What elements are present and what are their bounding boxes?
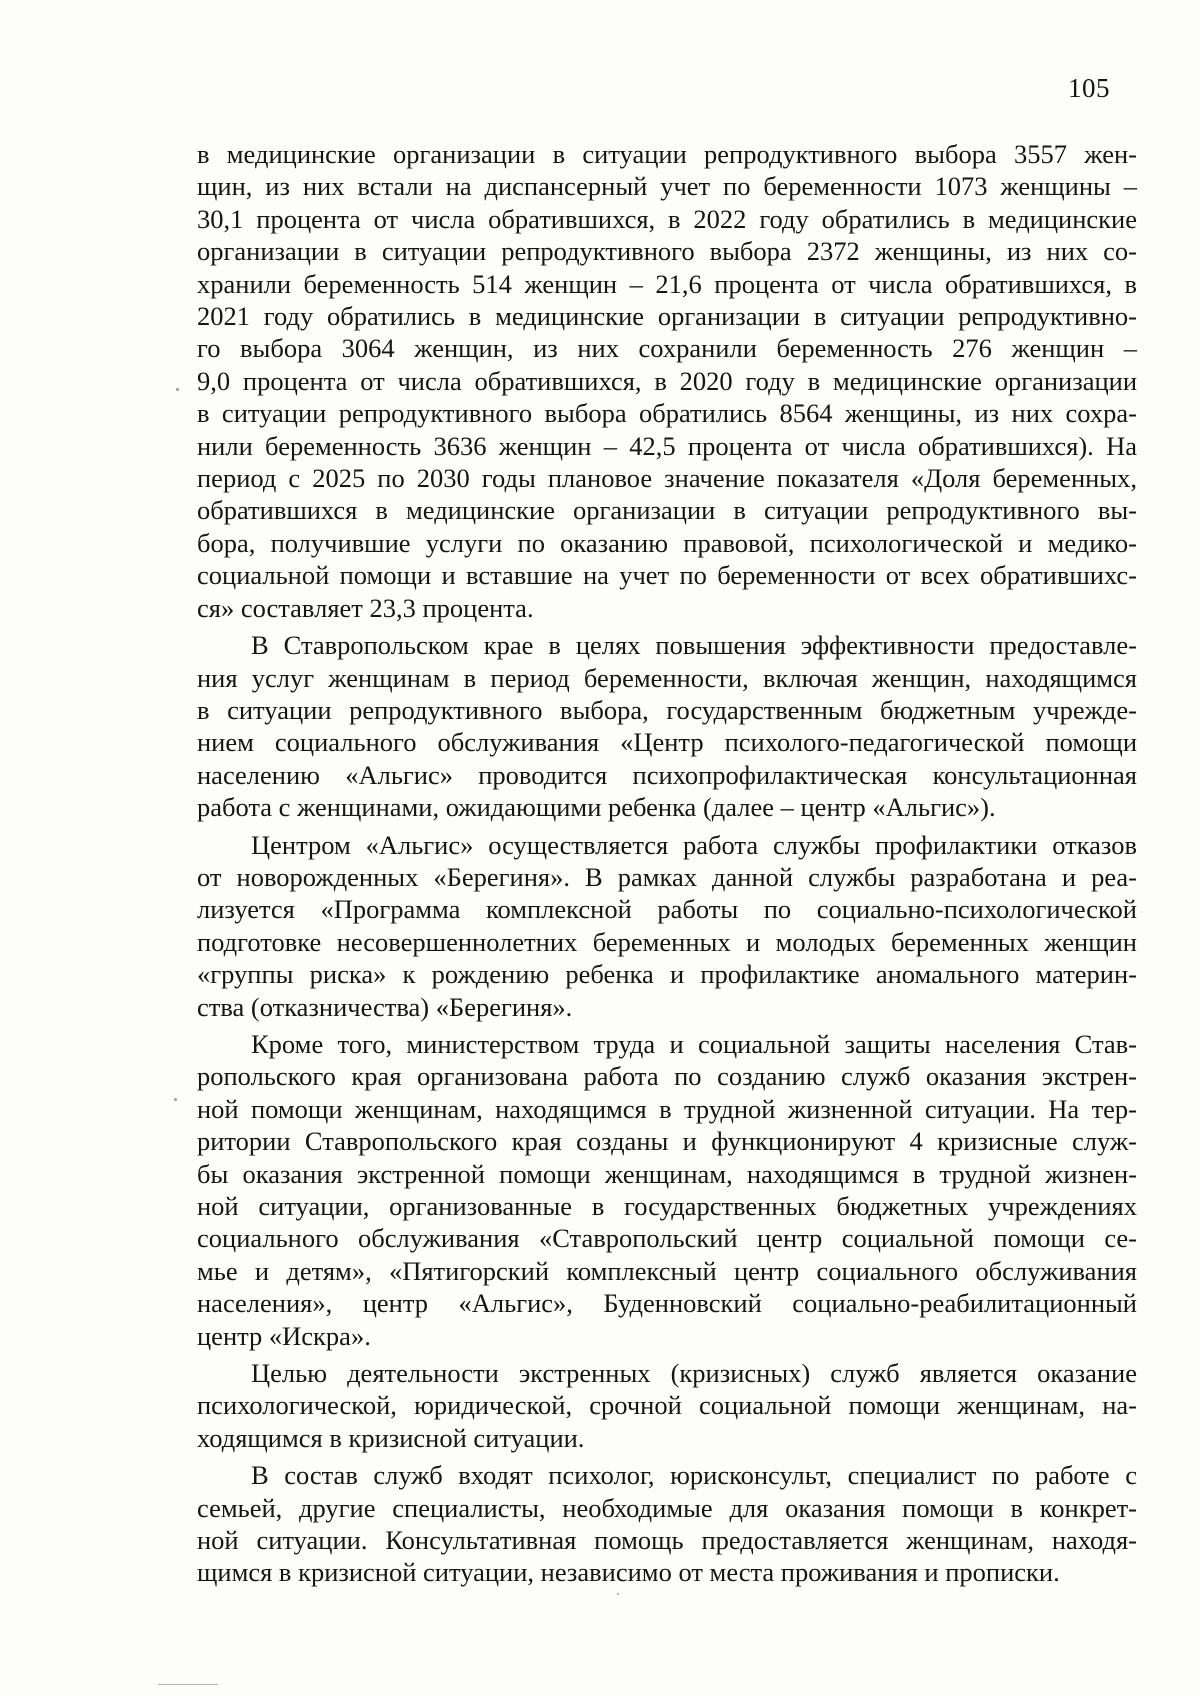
text-line: нили беременность 3636 женщин – 42,5 процента от числа обратившихся). На bbox=[197, 430, 1137, 461]
text-line: 2021 году обратились в медицинские организации в ситуации репродуктивно- bbox=[197, 301, 1137, 332]
text-line: ропольского края организована работа по созданию служб оказания экстрен- bbox=[197, 1061, 1137, 1092]
text-line: период с 2025 по 2030 годы плановое значение показателя «Доля беременных, bbox=[197, 463, 1137, 494]
text-line: работа с женщинами, ожидающими ребенка (далее – центр «Альгис»). bbox=[197, 792, 996, 823]
text-line: Кроме того, министерством труда и социальной защиты населения Став- bbox=[251, 1028, 1137, 1059]
text-line: семьей, другие специалисты, необходимые для оказания помощи в конкрет- bbox=[197, 1492, 1137, 1523]
scan-speck bbox=[174, 1098, 177, 1101]
text-line: мье и детям», «Пятигорский комплексный центр социального обслуживания bbox=[197, 1255, 1137, 1286]
text-line: лизуется «Программа комплексной работы по социально-психологической bbox=[197, 894, 1137, 925]
text-line: ной ситуации. Консультативная помощь предоставляется женщинам, находя- bbox=[197, 1525, 1137, 1556]
text-line: «группы риска» к рождению ребенка и профилактике аномального материн- bbox=[197, 959, 1137, 990]
text-line: социальной помощи и вставшие на учет по беременности от всех обратившихс- bbox=[197, 560, 1137, 591]
text-line: ния услуг женщинам в период беременности, включая женщин, находящимся bbox=[197, 662, 1137, 693]
text-line: Центром «Альгис» осуществляется работа службы профилактики отказов bbox=[251, 829, 1137, 860]
text-line: в медицинские организации в ситуации репродуктивного выбора 3557 жен- bbox=[197, 139, 1137, 169]
text-line: бы оказания экстренной помощи женщинам, находящимся в трудной жизнен- bbox=[197, 1158, 1137, 1189]
text-line: в ситуации репродуктивного выбора обратились 8564 женщины, из них сохра- bbox=[197, 398, 1137, 429]
text-line: социального обслуживания «Ставропольский центр социальной помощи се- bbox=[197, 1223, 1137, 1254]
text-line: щин, из них встали на диспансерный учет по беременности 1073 женщины – bbox=[197, 171, 1137, 202]
text-line: го выбора 3064 женщин, из них сохранили беременность 276 женщин – bbox=[197, 333, 1137, 364]
scan-speck bbox=[176, 388, 179, 391]
text-line: в ситуации репродуктивного выбора, государственным бюджетным учрежде- bbox=[197, 694, 1137, 725]
text-line: населению «Альгис» проводится психопрофилактическая консультационная bbox=[197, 759, 1137, 790]
text-line: организации в ситуации репродуктивного выбора 2372 женщины, из них со- bbox=[197, 236, 1137, 267]
text-line: 30,1 процента от числа обратившихся, в 2022 году обратились в медицинские bbox=[197, 203, 1137, 234]
text-line: ства (отказничества) «Берегиня». bbox=[197, 991, 573, 1022]
paragraph-6 bbox=[197, 1459, 1137, 1589]
text-line: 9,0 процента от числа обратившихся, в 2020 году в медицинские организации bbox=[197, 365, 1137, 396]
text-line: В Ставропольском крае в целях повышения эффективности предоставле- bbox=[251, 630, 1137, 661]
text-line: В состав служб входят психолог, юрисконсульт, специалист по работе с bbox=[251, 1460, 1137, 1491]
text-line: ритории Ставропольского края созданы и функционируют 4 кризисные служ- bbox=[197, 1126, 1137, 1157]
text-line: ной помощи женщинам, находящимся в трудной жизненной ситуации. На тер- bbox=[197, 1093, 1137, 1124]
text-line: нием социального обслуживания «Центр психолого-педагогической помощи bbox=[197, 727, 1137, 758]
page-number: 105 bbox=[1068, 73, 1110, 103]
scan-edge-line bbox=[158, 1684, 218, 1685]
text-line: подготовке несовершеннолетних беременных и молодых беременных женщин bbox=[197, 926, 1137, 957]
scan-speck bbox=[617, 1593, 619, 1595]
paragraph-3 bbox=[197, 829, 1137, 1023]
text-line: щимся в кризисной ситуации, независимо от места проживания и прописки. bbox=[197, 1557, 1060, 1588]
text-line: центр «Искра». bbox=[197, 1320, 371, 1351]
text-line: психологической, юридической, срочной социальной помощи женщинам, на- bbox=[197, 1390, 1137, 1421]
text-line: бора, получившие услуги по оказанию правовой, психологической и медико- bbox=[197, 527, 1137, 558]
body-text bbox=[197, 138, 1137, 1589]
text-line: обратившихся в медицинские организации в ситуации репродуктивного вы- bbox=[197, 495, 1137, 526]
text-line: населения», центр «Альгис», Буденновский социально-реабилитационный bbox=[197, 1288, 1137, 1319]
text-line: ной ситуации, организованные в государственных бюджетных учреждениях bbox=[197, 1191, 1137, 1221]
paragraph-5 bbox=[197, 1357, 1137, 1454]
paragraph-2 bbox=[197, 629, 1137, 823]
paragraph-4 bbox=[197, 1028, 1137, 1352]
text-line: ся» составляет 23,3 процента. bbox=[197, 592, 534, 623]
text-line: от новорожденных «Берегиня». В рамках данной службы разработана и реа- bbox=[197, 861, 1137, 892]
paragraph-1 bbox=[197, 138, 1137, 624]
text-line: хранили беременность 514 женщин – 21,6 процента от числа обратившихся, в bbox=[197, 268, 1137, 299]
text-line: Целью деятельности экстренных (кризисных) служб является оказание bbox=[251, 1358, 1137, 1389]
text-line: ходящимся в кризисной ситуации. bbox=[197, 1422, 585, 1453]
